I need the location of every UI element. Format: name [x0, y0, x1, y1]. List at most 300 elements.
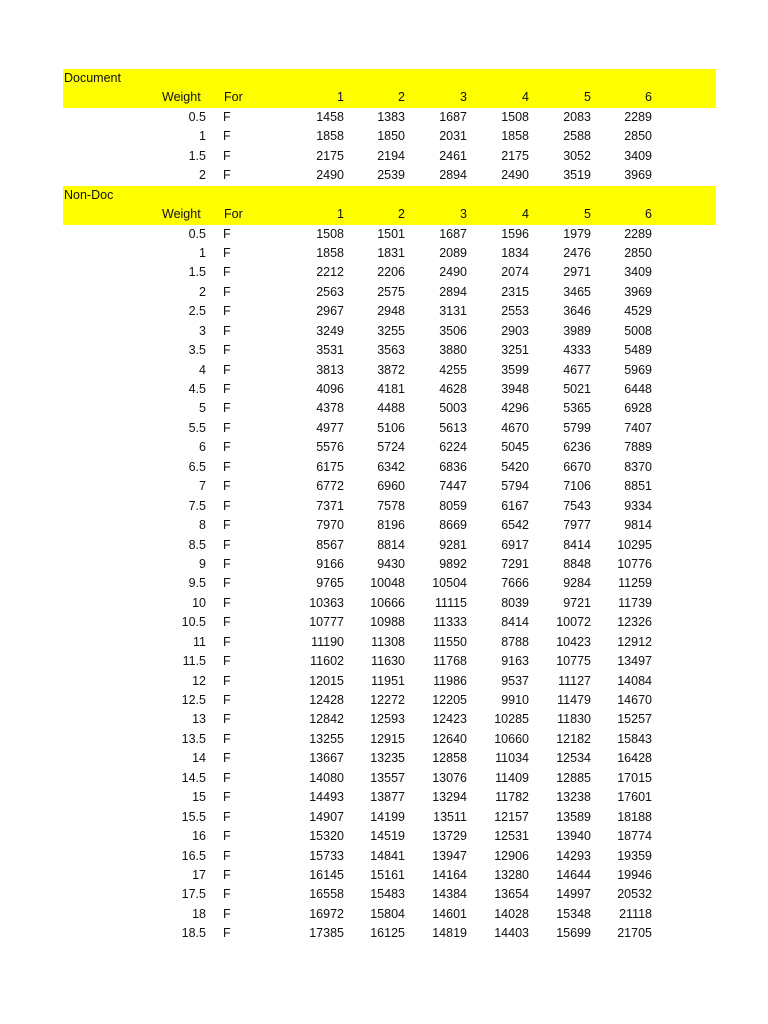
- rate-cell-zone-1: 4378: [316, 401, 344, 416]
- table-row: [63, 749, 716, 768]
- table-row: [63, 574, 716, 593]
- rate-cell-zone-5: 9721: [563, 595, 591, 610]
- for-cell: F: [223, 304, 231, 319]
- header-row-non-doc: [63, 205, 716, 224]
- rate-cell-zone-6: 11259: [618, 576, 652, 591]
- rate-cell-zone-4: 3948: [501, 382, 529, 396]
- weight-cell: 15.5: [181, 809, 206, 824]
- rate-cell-zone-3: 10504: [432, 576, 467, 591]
- rate-cell-zone-1: 12842: [309, 712, 344, 727]
- rate-cell-zone-6: 14670: [617, 693, 652, 707]
- rate-cell-zone-1: 9765: [316, 576, 344, 591]
- rate-cell-zone-1: 13667: [309, 751, 344, 766]
- rate-cell-zone-4: 10660: [494, 731, 529, 746]
- rate-cell-zone-1: 3531: [316, 343, 344, 358]
- rate-cell-zone-5: 14644: [556, 867, 591, 882]
- rate-cell-zone-3: 2031: [439, 129, 467, 144]
- table-row: [63, 769, 716, 788]
- rate-cell-zone-5: 3052: [563, 148, 591, 163]
- for-cell: F: [223, 323, 231, 338]
- rate-cell-zone-4: 7291: [501, 556, 529, 571]
- rate-cell-zone-3: 3131: [439, 304, 467, 319]
- rate-cell-zone-4: 5045: [501, 440, 529, 455]
- weight-cell: 0.5: [188, 226, 206, 241]
- rate-cell-zone-1: 2212: [316, 265, 344, 280]
- rate-cell-zone-3: 12205: [432, 693, 467, 707]
- rate-cell-zone-5: 2971: [563, 265, 591, 280]
- weight-cell: 9: [199, 556, 206, 571]
- for-cell: F: [223, 712, 231, 727]
- rate-cell-zone-6: 15257: [617, 712, 652, 727]
- weight-cell: 11.5: [182, 654, 206, 669]
- weight-cell: 2: [199, 284, 206, 299]
- rate-cell-zone-3: 6836: [439, 459, 467, 474]
- rate-cell-zone-2: 12272: [370, 693, 405, 707]
- rate-cell-zone-6: 17601: [617, 790, 652, 805]
- rate-cell-zone-4: 6167: [501, 498, 529, 513]
- rate-cell-zone-3: 8669: [439, 518, 467, 533]
- rate-cell-zone-6: 9334: [624, 498, 652, 513]
- weight-cell: 15: [192, 790, 206, 805]
- rate-cell-zone-4: 9537: [501, 673, 529, 688]
- section-title-row-document: [63, 69, 716, 88]
- rate-cell-zone-5: 2588: [563, 129, 591, 144]
- rate-cell-zone-4: 2074: [501, 265, 529, 280]
- for-cell: F: [223, 284, 231, 299]
- rate-cell-zone-6: 4529: [624, 304, 652, 319]
- section-title: Non-Doc: [64, 187, 114, 202]
- table-row: [63, 438, 716, 457]
- rate-cell-zone-5: 11479: [557, 693, 591, 707]
- rate-cell-zone-5: 10775: [556, 654, 591, 669]
- rate-cell-zone-2: 7578: [377, 498, 405, 513]
- rate-cell-zone-6: 19359: [617, 848, 652, 863]
- table-row: [63, 302, 716, 321]
- section-title: Document: [64, 71, 121, 85]
- for-cell: F: [223, 440, 231, 455]
- rate-cell-zone-2: 6960: [377, 479, 405, 494]
- for-cell: F: [223, 790, 231, 805]
- weight-cell: 12: [192, 673, 206, 688]
- rate-cell-zone-5: 12182: [556, 731, 591, 746]
- rate-cell-zone-5: 12885: [556, 770, 591, 785]
- rate-cell-zone-6: 8851: [624, 479, 652, 494]
- rate-cell-zone-1: 14493: [309, 790, 344, 805]
- rate-cell-zone-3: 5613: [439, 420, 467, 435]
- rate-cell-zone-4: 1858: [501, 129, 529, 144]
- for-cell: F: [223, 479, 231, 494]
- rate-cell-zone-4: 1834: [501, 245, 529, 260]
- weight-cell: 16: [192, 829, 206, 844]
- rate-cell-zone-3: 1687: [439, 109, 467, 124]
- rate-cell-zone-6: 3409: [624, 265, 652, 280]
- table-row: [63, 730, 716, 749]
- rate-cell-zone-6: 20532: [617, 887, 652, 902]
- weight-cell: 6: [199, 440, 206, 455]
- rate-cell-zone-5: 11127: [558, 673, 591, 688]
- rate-cell-zone-6: 5489: [624, 343, 652, 358]
- rate-cell-zone-4: 11782: [495, 790, 529, 805]
- rate-cell-zone-2: 5106: [377, 420, 405, 435]
- rate-cell-zone-1: 11190: [311, 634, 344, 649]
- for-cell: F: [223, 770, 231, 785]
- table-row: [63, 536, 716, 555]
- table-row: [63, 788, 716, 807]
- weight-cell: 10.5: [181, 615, 206, 630]
- weight-cell: 7: [199, 479, 206, 494]
- weight-cell: 6.5: [188, 459, 206, 474]
- table-row: [63, 341, 716, 360]
- table-row: [63, 244, 716, 263]
- weight-cell: 4.5: [188, 382, 206, 396]
- rate-cell-zone-1: 12015: [309, 673, 344, 688]
- weight-cell: 18: [192, 906, 206, 921]
- table-row: [63, 361, 716, 380]
- rate-cell-zone-4: 12157: [494, 809, 529, 824]
- for-cell: F: [223, 148, 231, 163]
- zone-header-2: 2: [398, 207, 405, 222]
- rate-cell-zone-3: 12423: [432, 712, 467, 727]
- weight-header: Weight: [162, 207, 201, 222]
- rate-cell-zone-5: 13940: [556, 829, 591, 844]
- for-cell: F: [223, 829, 231, 844]
- weight-cell: 17.5: [181, 887, 206, 902]
- weight-cell: 1: [199, 245, 206, 260]
- rate-cell-zone-3: 6224: [439, 440, 467, 455]
- table-row: [63, 497, 716, 516]
- weight-cell: 2.5: [188, 304, 206, 319]
- weight-header: Weight: [162, 90, 201, 105]
- for-cell: F: [223, 595, 231, 610]
- rate-cell-zone-5: 10072: [556, 615, 591, 630]
- weight-cell: 5.5: [188, 420, 206, 435]
- rate-cell-zone-6: 18188: [617, 809, 652, 824]
- rate-cell-zone-6: 5969: [624, 362, 652, 377]
- rate-cell-zone-1: 10363: [309, 595, 344, 610]
- rate-cell-zone-5: 4677: [563, 362, 591, 377]
- rate-cell-zone-6: 18774: [617, 829, 652, 844]
- rate-cell-zone-3: 14164: [432, 867, 467, 882]
- rate-cell-zone-6: 2289: [624, 109, 652, 124]
- table-row: [63, 594, 716, 613]
- rate-cell-zone-3: 7447: [439, 479, 467, 494]
- for-cell: F: [223, 265, 231, 280]
- weight-cell: 13.5: [181, 731, 206, 746]
- rate-cell-zone-5: 14997: [556, 887, 591, 902]
- zone-header-3: 3: [460, 90, 467, 105]
- rate-cell-zone-3: 11115: [435, 595, 467, 610]
- rate-cell-zone-4: 5794: [501, 479, 529, 494]
- rate-cell-zone-2: 11308: [371, 634, 405, 649]
- weight-cell: 18.5: [181, 926, 206, 941]
- rate-cell-zone-1: 7371: [316, 498, 344, 513]
- weight-cell: 12.5: [181, 693, 206, 707]
- rate-cell-zone-1: 16972: [309, 906, 344, 921]
- rate-sheet: [63, 69, 716, 944]
- rate-cell-zone-6: 11739: [618, 595, 652, 610]
- rate-cell-zone-1: 6175: [316, 459, 344, 474]
- rate-cell-zone-5: 7106: [563, 479, 591, 494]
- rate-cell-zone-1: 14080: [309, 770, 344, 785]
- for-cell: F: [223, 401, 231, 416]
- rate-cell-zone-3: 9281: [439, 537, 467, 552]
- rate-cell-zone-2: 3872: [377, 362, 405, 377]
- rate-cell-zone-3: 4628: [439, 382, 467, 396]
- rate-cell-zone-3: 14819: [432, 926, 467, 941]
- rate-cell-zone-4: 13654: [494, 887, 529, 902]
- rate-cell-zone-4: 11409: [495, 770, 529, 785]
- rate-cell-zone-1: 2490: [316, 168, 344, 183]
- rate-cell-zone-4: 9163: [501, 654, 529, 669]
- rate-cell-zone-2: 13877: [370, 790, 405, 805]
- rate-cell-zone-5: 15348: [556, 906, 591, 921]
- for-cell: F: [223, 537, 231, 552]
- rate-cell-zone-6: 13497: [617, 654, 652, 669]
- rate-cell-zone-6: 2850: [624, 129, 652, 144]
- rate-cell-zone-6: 7889: [624, 440, 652, 455]
- table-row: [63, 555, 716, 574]
- rate-cell-zone-3: 9892: [439, 556, 467, 571]
- table-row: [63, 322, 716, 341]
- rate-cell-zone-2: 2948: [377, 304, 405, 319]
- rate-cell-zone-5: 14293: [556, 848, 591, 863]
- rate-cell-zone-1: 12428: [309, 693, 344, 707]
- zone-header-2: 2: [398, 90, 405, 105]
- table-row: [63, 808, 716, 827]
- rate-cell-zone-3: 1687: [439, 226, 467, 241]
- rate-cell-zone-4: 7666: [501, 576, 529, 591]
- header-row-document: [63, 88, 716, 107]
- rate-cell-zone-5: 11830: [557, 712, 591, 727]
- rate-cell-zone-5: 6670: [563, 459, 591, 474]
- rate-cell-zone-2: 9430: [377, 556, 405, 571]
- zone-header-3: 3: [460, 207, 467, 222]
- rate-cell-zone-3: 13511: [433, 809, 467, 824]
- rate-cell-zone-2: 13557: [370, 770, 405, 785]
- rate-cell-zone-4: 10285: [494, 712, 529, 727]
- rate-cell-zone-2: 1501: [377, 226, 405, 241]
- table-row: [63, 652, 716, 671]
- rate-cell-zone-4: 12906: [494, 848, 529, 863]
- for-cell: F: [223, 693, 231, 707]
- weight-cell: 3.5: [188, 343, 206, 358]
- for-cell: F: [223, 731, 231, 746]
- rate-cell-zone-3: 11550: [433, 634, 467, 649]
- table-row: [63, 477, 716, 496]
- rate-cell-zone-2: 10666: [370, 595, 405, 610]
- for-cell: F: [223, 867, 231, 882]
- rate-cell-zone-5: 8848: [563, 556, 591, 571]
- rate-cell-zone-2: 11630: [371, 654, 405, 669]
- rate-cell-zone-2: 14199: [370, 809, 405, 824]
- rate-cell-zone-4: 2490: [501, 168, 529, 183]
- rate-cell-zone-2: 6342: [377, 459, 405, 474]
- table-row: [63, 380, 716, 399]
- rate-cell-zone-1: 1508: [316, 226, 344, 241]
- rate-cell-zone-2: 10988: [370, 615, 405, 630]
- rate-cell-zone-2: 15804: [370, 906, 405, 921]
- rate-cell-zone-6: 10776: [617, 556, 652, 571]
- rate-cell-zone-3: 11768: [433, 654, 467, 669]
- for-cell: F: [223, 673, 231, 688]
- for-cell: F: [223, 518, 231, 533]
- weight-cell: 16.5: [181, 848, 206, 863]
- table-row: [63, 905, 716, 924]
- rate-cell-zone-6: 14084: [617, 673, 652, 688]
- weight-cell: 8: [199, 518, 206, 533]
- rate-cell-zone-1: 2967: [316, 304, 344, 319]
- rate-cell-zone-6: 6448: [624, 382, 652, 396]
- for-cell: F: [223, 887, 231, 902]
- rate-cell-zone-2: 8196: [377, 518, 405, 533]
- rate-cell-zone-6: 2289: [624, 226, 652, 241]
- weight-cell: 17: [192, 867, 206, 882]
- table-row: [63, 399, 716, 418]
- weight-cell: 13: [192, 712, 206, 727]
- rate-cell-zone-4: 2175: [501, 148, 529, 163]
- table-row: [63, 419, 716, 438]
- rate-cell-zone-2: 2539: [377, 168, 405, 183]
- weight-cell: 11: [193, 634, 206, 649]
- for-cell: F: [223, 420, 231, 435]
- rate-cell-zone-1: 2563: [316, 284, 344, 299]
- rate-cell-zone-5: 6236: [563, 440, 591, 455]
- weight-cell: 10: [192, 595, 206, 610]
- weight-cell: 7.5: [188, 498, 206, 513]
- for-cell: F: [223, 245, 231, 260]
- rate-cell-zone-3: 13076: [432, 770, 467, 785]
- rate-cell-zone-4: 11034: [495, 751, 529, 766]
- table-row: [63, 924, 716, 943]
- rate-cell-zone-4: 4670: [501, 420, 529, 435]
- rate-cell-zone-4: 6542: [501, 518, 529, 533]
- rate-cell-zone-3: 13729: [432, 829, 467, 844]
- table-row: [63, 672, 716, 691]
- rate-cell-zone-3: 2894: [439, 284, 467, 299]
- for-cell: F: [223, 751, 231, 766]
- rate-cell-zone-1: 3813: [316, 362, 344, 377]
- rate-cell-zone-3: 11986: [433, 673, 467, 688]
- rate-cell-zone-4: 14028: [494, 906, 529, 921]
- section-title-row-non-doc: [63, 186, 716, 205]
- rate-cell-zone-1: 1858: [316, 245, 344, 260]
- rate-cell-zone-1: 14907: [309, 809, 344, 824]
- rate-cell-zone-1: 9166: [316, 556, 344, 571]
- for-header: For: [224, 90, 243, 105]
- rate-cell-zone-5: 13589: [556, 809, 591, 824]
- table-row: [63, 283, 716, 302]
- rate-cell-zone-1: 15733: [309, 848, 344, 863]
- zone-header-5: 5: [584, 90, 591, 105]
- table-row: [63, 847, 716, 866]
- for-cell: F: [223, 556, 231, 571]
- weight-cell: 1.5: [188, 148, 206, 163]
- rate-cell-zone-4: 8788: [501, 634, 529, 649]
- rate-cell-zone-1: 8567: [316, 537, 344, 552]
- rate-cell-zone-5: 1979: [563, 226, 591, 241]
- rate-cell-zone-5: 3465: [563, 284, 591, 299]
- table-row: [63, 147, 716, 166]
- rate-cell-zone-5: 5365: [563, 401, 591, 416]
- rate-cell-zone-1: 16145: [309, 867, 344, 882]
- weight-cell: 14: [192, 751, 206, 766]
- for-cell: F: [223, 654, 231, 669]
- weight-cell: 8.5: [188, 537, 206, 552]
- rate-cell-zone-3: 2461: [439, 148, 467, 163]
- rate-cell-zone-2: 2575: [377, 284, 405, 299]
- table-row: [63, 827, 716, 846]
- rate-cell-zone-5: 3989: [563, 323, 591, 338]
- rate-cell-zone-4: 2903: [501, 323, 529, 338]
- rate-cell-zone-2: 2206: [377, 265, 405, 280]
- rate-cell-zone-3: 5003: [439, 401, 467, 416]
- weight-cell: 4: [199, 362, 206, 377]
- weight-cell: 1.5: [188, 265, 206, 280]
- zone-header-4: 4: [522, 90, 529, 105]
- rate-cell-zone-1: 15320: [309, 829, 344, 844]
- table-row: [63, 458, 716, 477]
- table-row: [63, 633, 716, 652]
- rate-cell-zone-4: 4296: [501, 401, 529, 416]
- rate-cell-zone-5: 5799: [563, 420, 591, 435]
- rate-cell-zone-3: 2894: [439, 168, 467, 183]
- table-row: [63, 885, 716, 904]
- rate-cell-zone-1: 1458: [316, 109, 344, 124]
- table-row: [63, 108, 716, 127]
- rate-cell-zone-1: 11602: [310, 654, 344, 669]
- rate-cell-zone-4: 13280: [494, 867, 529, 882]
- rate-cell-zone-5: 7543: [563, 498, 591, 513]
- rate-cell-zone-3: 2089: [439, 245, 467, 260]
- weight-cell: 2: [199, 168, 206, 183]
- rate-cell-zone-3: 11333: [433, 615, 467, 630]
- for-header: For: [224, 207, 243, 222]
- weight-cell: 9.5: [188, 576, 206, 591]
- rate-cell-zone-6: 5008: [624, 323, 652, 338]
- rate-cell-zone-3: 14384: [432, 887, 467, 902]
- rate-cell-zone-3: 13947: [432, 848, 467, 863]
- rate-cell-zone-4: 12531: [494, 829, 529, 844]
- rate-cell-zone-4: 1596: [501, 226, 529, 241]
- rate-cell-zone-4: 8414: [501, 615, 529, 630]
- rate-cell-zone-1: 16558: [309, 887, 344, 902]
- table-row: [63, 127, 716, 146]
- for-cell: F: [223, 615, 231, 630]
- rate-cell-zone-2: 1831: [377, 245, 405, 260]
- rate-cell-zone-1: 1858: [316, 129, 344, 144]
- rate-cell-zone-3: 3506: [439, 323, 467, 338]
- weight-cell: 0.5: [188, 109, 206, 124]
- rate-cell-zone-6: 19946: [617, 867, 652, 882]
- rate-cell-zone-4: 3599: [501, 362, 529, 377]
- rate-cell-zone-6: 21118: [619, 906, 652, 921]
- table-row: [63, 225, 716, 244]
- rate-cell-zone-2: 8814: [377, 537, 405, 552]
- rate-cell-zone-6: 3969: [624, 168, 652, 183]
- rate-cell-zone-1: 4096: [316, 382, 344, 396]
- rate-cell-zone-5: 3646: [563, 304, 591, 319]
- rate-cell-zone-6: 3969: [624, 284, 652, 299]
- rate-cell-zone-3: 8059: [439, 498, 467, 513]
- zone-header-1: 1: [337, 207, 344, 222]
- rate-cell-zone-2: 14841: [370, 848, 405, 863]
- table-row: [63, 613, 716, 632]
- rate-cell-zone-6: 3409: [624, 148, 652, 163]
- for-cell: F: [223, 226, 231, 241]
- rate-cell-zone-6: 12326: [617, 615, 652, 630]
- rate-cell-zone-5: 9284: [563, 576, 591, 591]
- for-cell: F: [223, 343, 231, 358]
